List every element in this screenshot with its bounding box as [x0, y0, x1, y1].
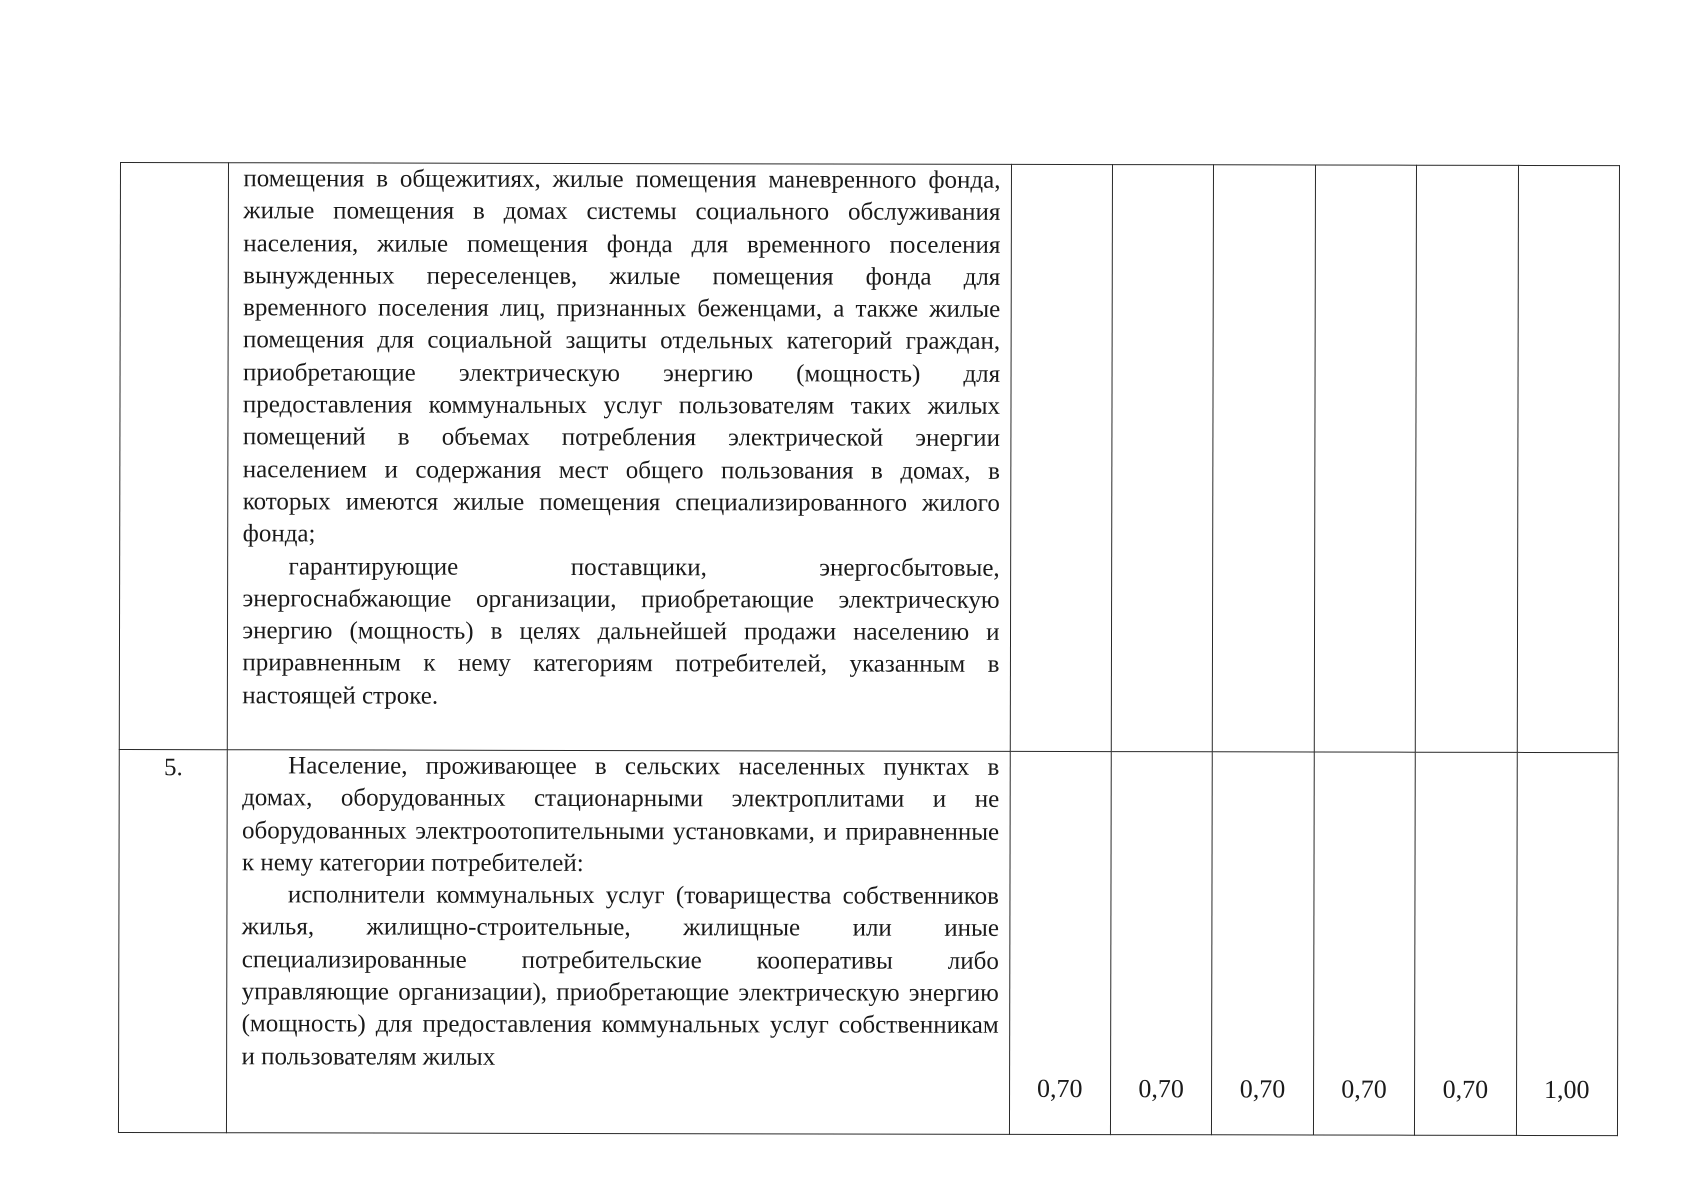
value-cell	[1010, 164, 1113, 751]
description-paragraph: исполнители коммунальных услуг (товарищества собственников жилья, жилищно-строительные, жилищные или иные специализированные потребительские кооперативы либо управляющие организации), приобретающие электрическую энергию (мощность) для предоставления коммунальных услуг собственникам и пользователям жилых	[241, 881, 1000, 1071]
value-cell: 1,00	[1516, 752, 1618, 1135]
value-cell	[1314, 165, 1417, 752]
table-row	[119, 163, 1619, 753]
row-number-cell: 5.	[118, 749, 227, 1132]
row-description-cell	[228, 163, 1011, 752]
description-paragraph: помещения в общежитиях, жилые помещения маневренного фонда, жилые помещения в домах системы социального обслуживания населения, жилые помещения фонда для временного поселения вынужденных переселенцев, жилые помещения фонда для временного поселения лиц, признанных беженцами, а также жилые помещения для социальной защиты отдельных категорий граждан, приобретающие электрическую энергию (мощность) для предоставления коммунальных услуг пользователям таких жилых помещений в объемах потребления электрической энергии населением и содержания мест общего пользования в домах, в которых имеются жилые помещения специализированного жилого фонда;	[242, 165, 1001, 548]
tariff-table	[118, 162, 1620, 1136]
value-cell: 0,70	[1415, 752, 1517, 1135]
row-number-cell	[119, 163, 229, 750]
value-cell	[1517, 165, 1620, 752]
value-cell: 0,70	[1212, 752, 1314, 1135]
value-cell: 0,70	[1009, 751, 1111, 1134]
value-cell: 0,70	[1313, 752, 1415, 1135]
value-cell	[1111, 165, 1214, 752]
description-paragraph: Население, проживающее в сельских населенных пунктах в домах, оборудованных стационарными электроплитами и не оборудованных электроотопительными установками, и приравненные к нему категории потребителей:	[241, 752, 1000, 877]
description-paragraph: гарантирующие поставщики, энергосбытовые, энергоснабжающие организации, приобретающие электрическую энергию (мощность) в целях дальнейшей продажи населению и приравненным к нему категориям потребителей, указанным в настоящей строке.	[242, 552, 1000, 710]
value-cell	[1415, 165, 1518, 752]
value-cell	[1213, 165, 1316, 752]
row-description-cell	[227, 750, 1010, 1135]
value-cell: 0,70	[1110, 752, 1212, 1135]
table-row	[118, 749, 1618, 1135]
